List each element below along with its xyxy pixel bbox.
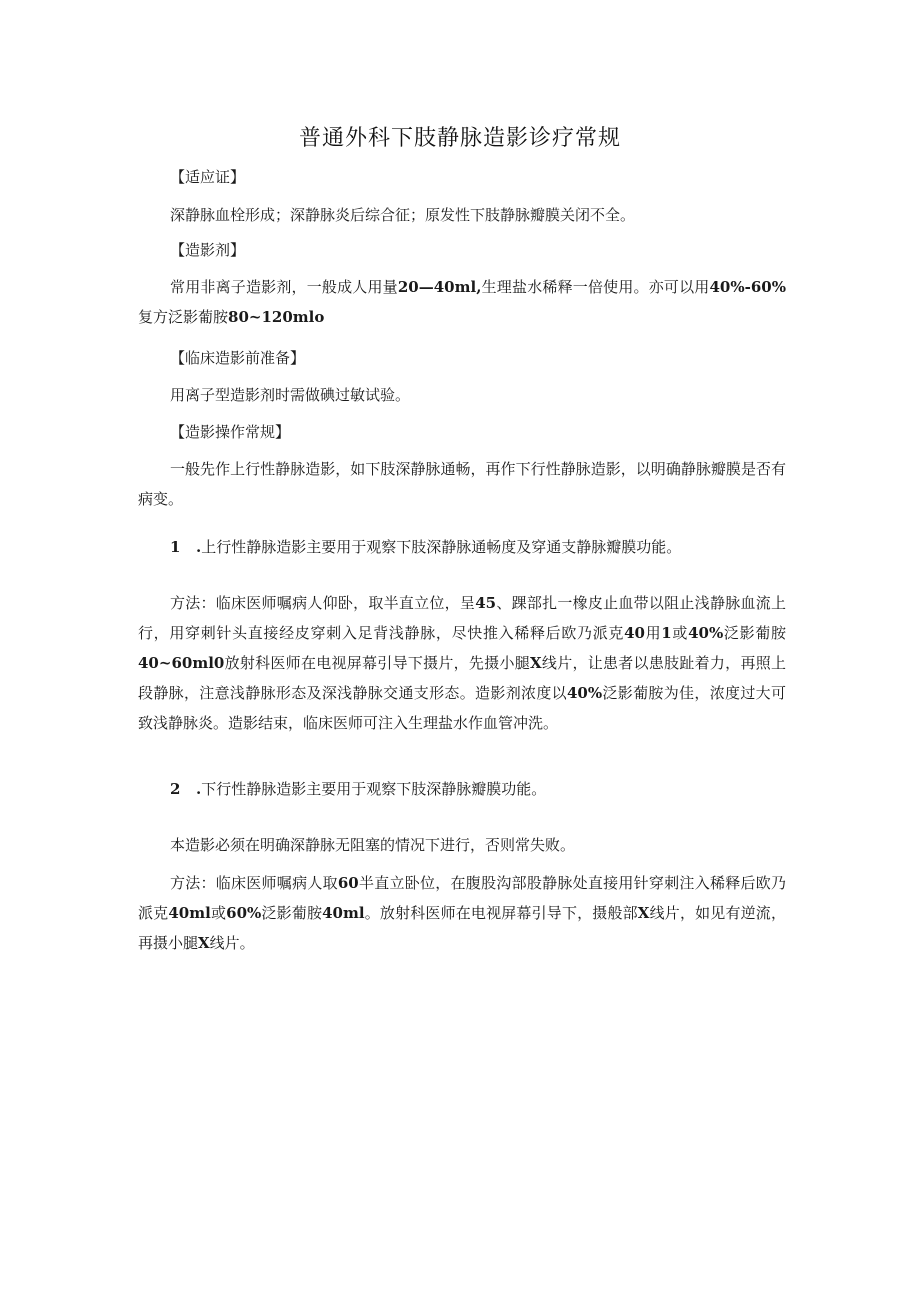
method1-o: 泛影葡胺为佳，浓度过大可致浅静脉炎。造影结束，临床医师可注入生理盐水作血管冲洗。: [138, 684, 786, 732]
method2-a: 方法：临床医师嘱病人取: [170, 874, 338, 892]
method1-c: 、踝部扎一橡皮止血带以阻止浅静脉血流上行，用穿刺针头直接经皮穿刺入足背浅静脉，尽快推入稀释后欧乃派克: [138, 594, 786, 642]
list-item-descending: [170, 777, 546, 801]
heading-contrast: 【造影剂】: [170, 241, 246, 259]
method1-e: 用: [644, 624, 662, 642]
method2-f: 60%: [226, 904, 262, 922]
method2-k: 线片，如见有逆流，再摄小腿: [138, 904, 786, 952]
method-descending: [138, 868, 786, 958]
contrast-text-a: 常用非离子造影剂，一般成人用量: [170, 278, 398, 296]
contrast-paragraph: [138, 272, 786, 332]
method2-j: X: [637, 904, 650, 922]
method1-j: 40~60ml0: [138, 654, 225, 672]
heading-preparation: 【临床造影前准备】: [170, 349, 306, 367]
list-number: 1: [170, 538, 181, 556]
method2-m: 线片。: [209, 934, 255, 952]
method1-h: 40%: [688, 624, 724, 642]
method2-b: 60: [337, 874, 359, 892]
method1-d: 40: [624, 624, 645, 642]
indications-text: 深静脉血栓形成；深静脉炎后综合征；原发性下肢静脉瓣膜关闭不全。: [170, 206, 636, 224]
method1-a: 方法：临床医师嘱病人仰卧，取半直立位，呈: [170, 594, 476, 612]
method2-l: X: [198, 934, 210, 952]
method2-g: 泛影葡胺: [261, 904, 323, 922]
contrast-volume: 80~120mlo: [228, 308, 325, 326]
list-dot: .: [196, 780, 202, 798]
method2-c: 半直立卧位，在腹股沟部股静脉处直接用针穿刺注入稀释后欧乃派克: [138, 874, 786, 922]
method1-b: 45: [475, 594, 497, 612]
procedure-intro: 一般先作上行性静脉造影，如下肢深静脉通畅，再作下行性静脉造影，以明确静脉瓣膜是否有病变。: [138, 460, 786, 508]
contrast-text-e: 复方泛影葡胺: [138, 308, 229, 326]
method1-l: X: [530, 654, 542, 672]
contrast-text-c: 生理盐水稀释一倍使用。亦可以用: [481, 278, 710, 296]
method1-f: 1: [661, 624, 672, 642]
method2-e: 或: [210, 904, 227, 922]
method1-k: 放射科医师在电视屏幕引导下摄片，先摄小腿: [224, 654, 531, 672]
contrast-percent: 40%-60%: [709, 278, 786, 296]
method2-i: 。放射科医师在电视屏幕引导下，摄般部: [364, 904, 638, 922]
preparation-text: 用离子型造影剂时需做碘过敏试验。: [170, 386, 411, 404]
document-title: 普通外科下肢静脉造影诊疗常规: [298, 126, 621, 151]
heading-procedure: 【造影操作常规】: [170, 423, 291, 441]
method2-d: 40ml: [168, 904, 211, 922]
method1-n: 40%: [566, 684, 603, 702]
method1-m: 线片，让患者以患肢趾着力，再照上段静脉，注意浅静脉形态及深浅静脉交通支形态。造影剂浓度以: [138, 654, 786, 702]
method2-h: 40ml: [322, 904, 365, 922]
list-item-text: 下行性静脉造影主要用于观察下肢深静脉瓣膜功能。: [201, 780, 547, 798]
descending-note: 本造影必须在明确深静脉无阻塞的情况下进行，否则常失败。: [170, 836, 576, 854]
method1-i: 泛影葡胺: [723, 624, 786, 642]
contrast-dose: 20—40ml,: [397, 278, 482, 296]
list-number: 2: [170, 780, 181, 798]
list-item-ascending: [170, 535, 681, 559]
list-item-text: 上行性静脉造影主要用于观察下肢深静脉通畅度及穿通支静脉瓣膜功能。: [201, 538, 682, 556]
method-ascending: [138, 588, 786, 738]
list-dot: .: [196, 538, 202, 556]
heading-indications: 【适应证】: [170, 168, 246, 186]
method1-g: 或: [671, 624, 689, 642]
